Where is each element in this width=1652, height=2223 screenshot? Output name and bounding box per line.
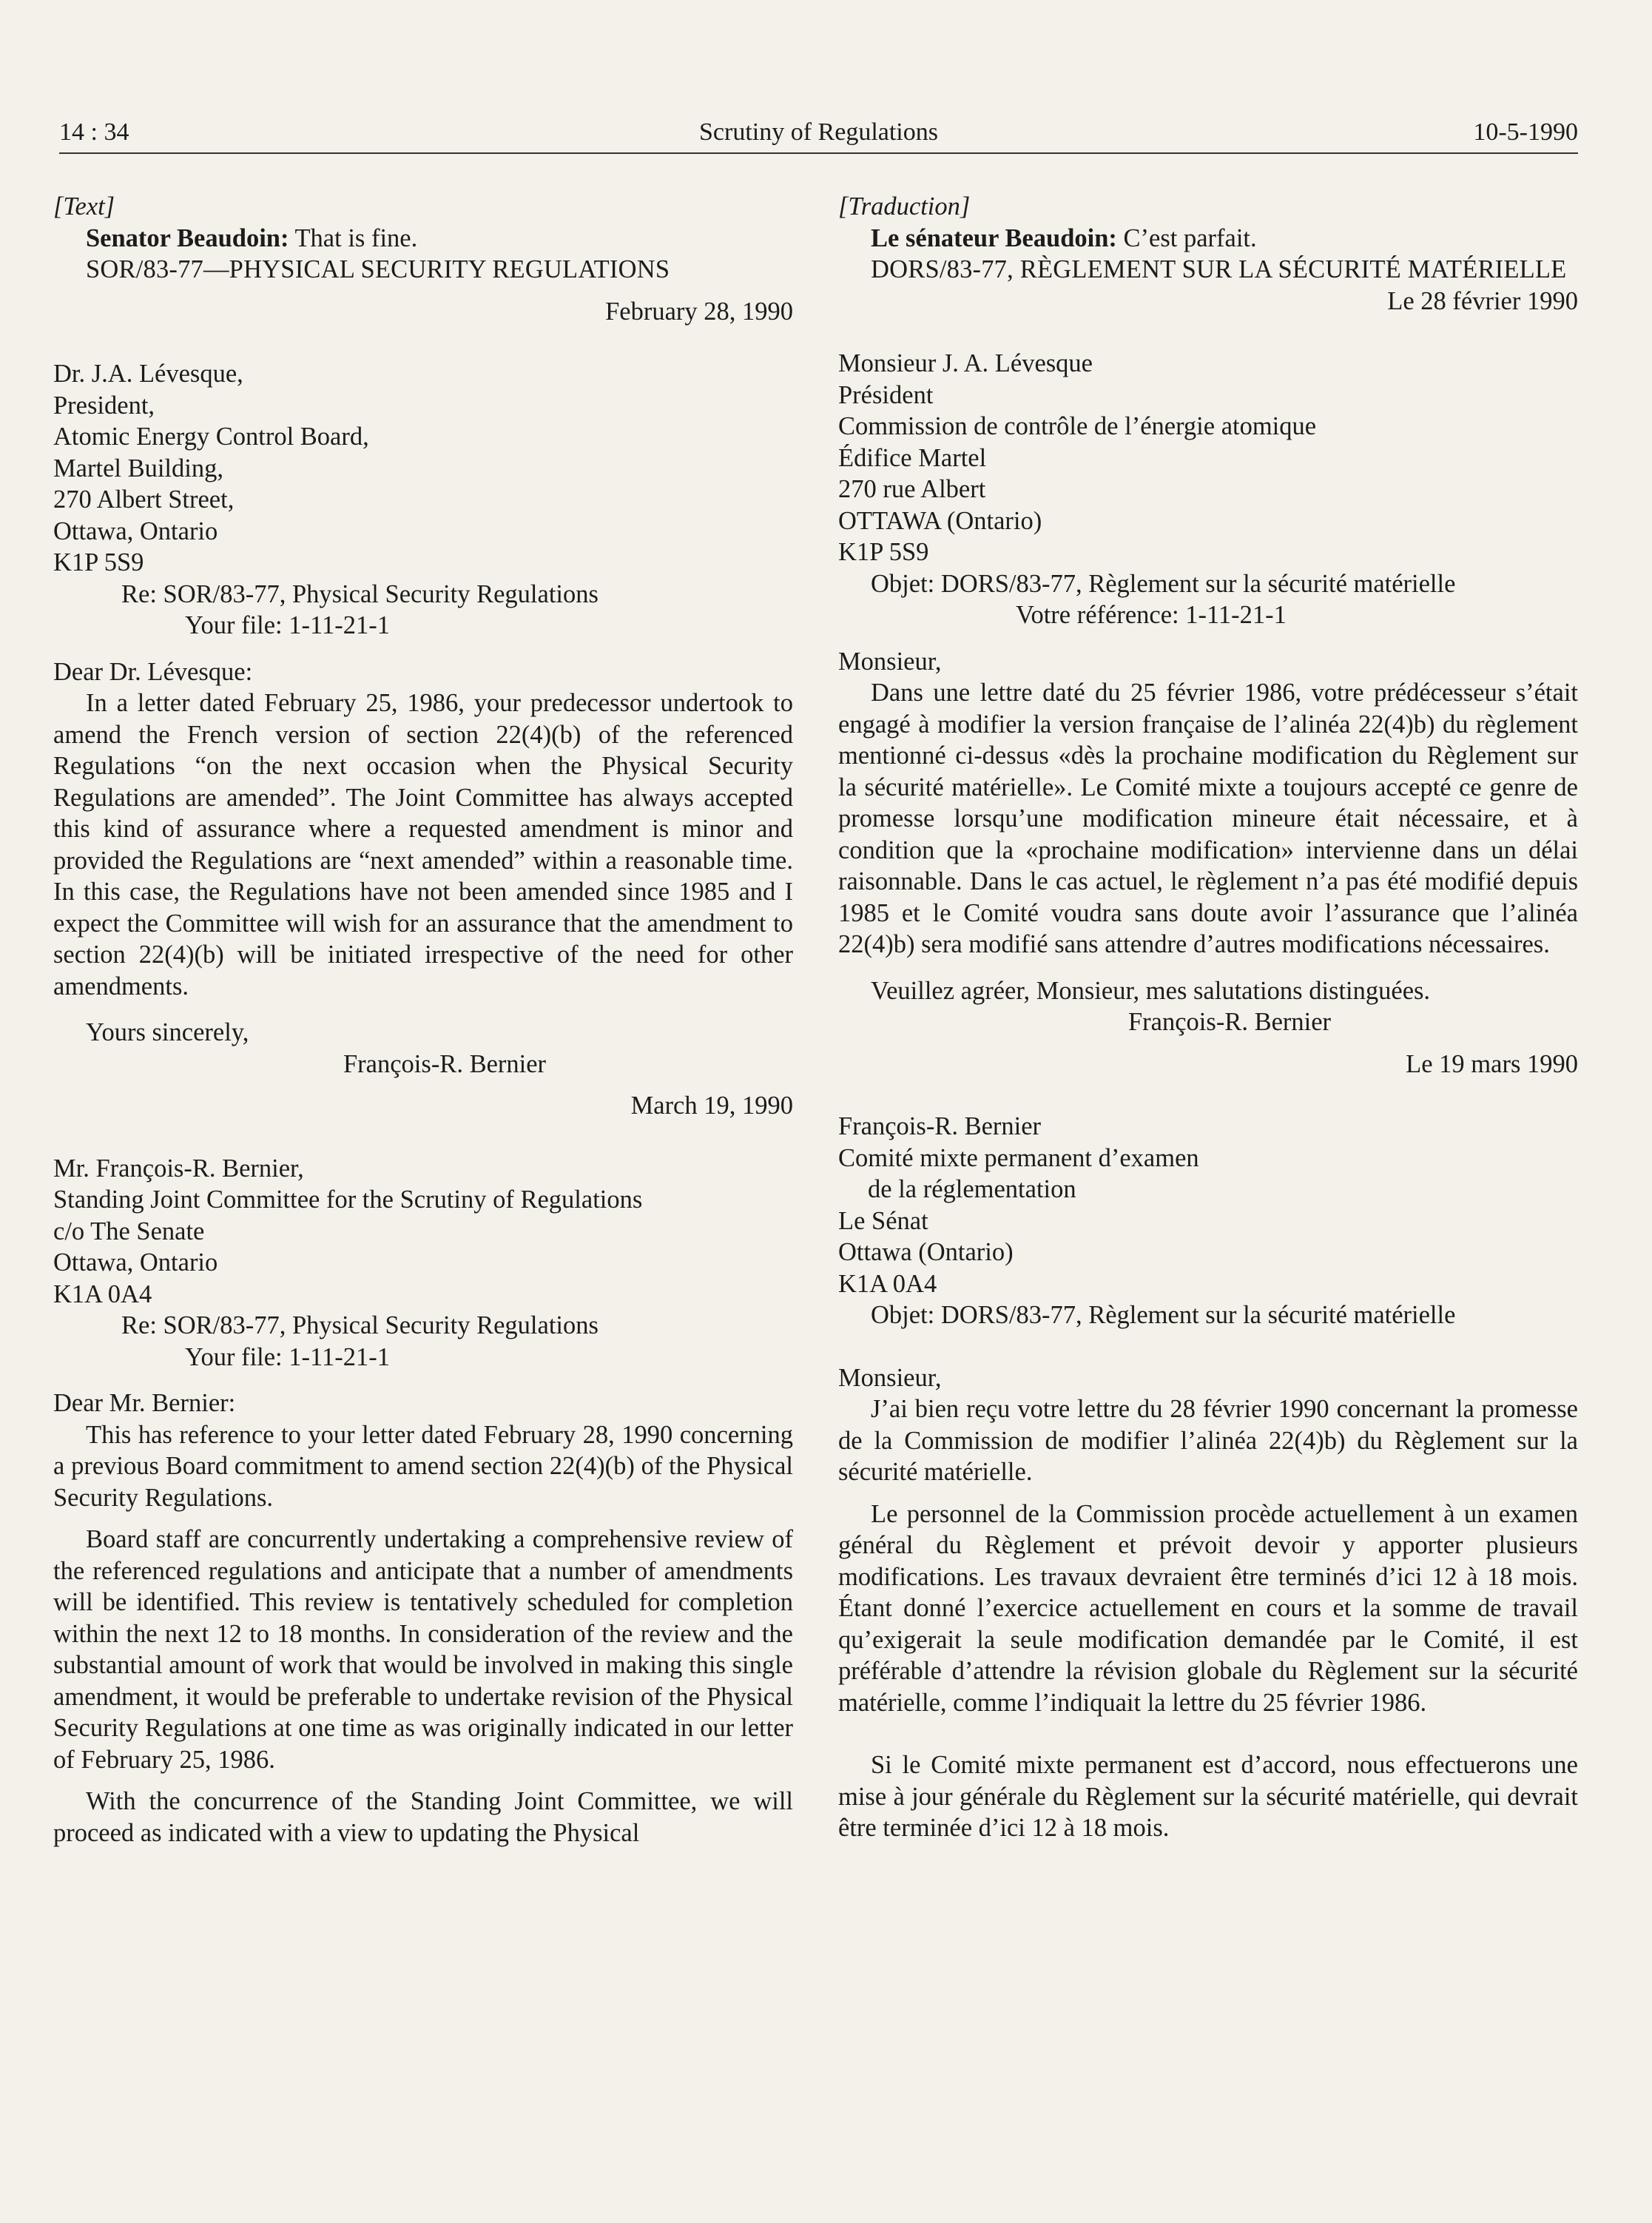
letter1-signature: François-R. Bernier	[1128, 1008, 1332, 1036]
letter2-body: J’ai bien reçu votre lettre du 28 février 1990 concernant la promesse de la Commission de modifier l’alinéa 22(4)b) du Règlement sur la sécurité matérielle.	[838, 1395, 1578, 1486]
speaker-line: That is fine.	[294, 223, 418, 252]
letter2-address-line: c/o The Senate	[53, 1217, 205, 1245]
letter1-address-line: Dr. J.A. Lévesque,	[53, 360, 243, 388]
letter1-body: Dans une lettre daté du 25 février 1986, votre prédécesseur s’était engagé à modifier la version française de l’alinéa 22(4)b) du règlement mentionné ci-dessus «dès la prochaine modification du Règlement sur la sécurité matérielle». Le Comité mixte a toujours accepté ce genre de promesse lorsqu’une modification mineure était nécessaire, et à condition que la «prochaine modification» intervienne dans un délai raisonnable. Dans le cas actuel, le règlement n’a pas été modifié depuis 1985 et le Comité voudra sans doute avoir l’assurance que l’alinéa 22(4)b) sera modifié sans attendre d’autres modifications nécessaires.	[838, 679, 1578, 958]
letter2-address-line: Standing Joint Committee for the Scrutiny of Regulations	[53, 1186, 643, 1214]
letter1-address-line: 270 Albert Street,	[53, 485, 235, 514]
letter2-subject: Objet: DORS/83-77, Règlement sur la sécurité matérielle	[871, 1301, 1456, 1329]
letter1-address-line: OTTAWA (Ontario)	[838, 506, 1042, 535]
page-number: 14 : 34	[59, 118, 129, 146]
letter2-date: March 19, 1990	[630, 1092, 793, 1120]
letter1-subject: Objet: DORS/83-77, Règlement sur la sécurité matérielle	[871, 569, 1456, 598]
letter1-address-line: Martel Building,	[53, 454, 223, 482]
letter1-address-line: Commission de contrôle de l’énergie atomique	[838, 412, 1317, 440]
speaker-line: C’est parfait.	[1123, 223, 1257, 252]
speaker-name: Le sénateur Beaudoin:	[871, 223, 1117, 252]
section-heading: SOR/83-77—PHYSICAL SECURITY REGULATIONS	[86, 255, 670, 283]
translation-tag: [Traduction]	[838, 192, 971, 221]
letter1-address-line: Atomic Energy Control Board,	[53, 423, 369, 451]
letter1-file-ref: Votre référence: 1-11-21-1	[1016, 601, 1287, 629]
letter1-date: Le 28 février 1990	[1387, 286, 1578, 315]
letter1-file-ref: Your file: 1-11-21-1	[185, 611, 390, 639]
issue-date: 10-5-1990	[1473, 118, 1578, 146]
speaker-name: Senator Beaudoin:	[86, 223, 289, 252]
running-title: Scrutiny of Regulations	[699, 118, 938, 146]
page-header	[59, 118, 1578, 154]
letter2-salutation: Monsieur,	[838, 1363, 942, 1392]
letter2-salutation: Dear Mr. Bernier:	[53, 1389, 236, 1417]
letter2-address-line: Ottawa, Ontario	[53, 1248, 218, 1277]
speaker-remark	[838, 223, 1578, 255]
letter1-body: In a letter dated February 25, 1986, your predecessor undertook to amend the French version of section 22(4)(b) of the referenced Regulations “on the next occasion when the Physical Security Regulations are amended”. The Joint Committee has always accepted this kind of assurance where a requested amendment is minor and provided the Regulations are “next amended” within a reasonable time. In this case, the Regulations have not been amended since 1985 and I expect the Committee will wish for an assurance that the amendment to section 22(4)(b) will be initiated irrespective of the need for other amendments.	[53, 689, 793, 1000]
letter2-address-line: de la réglementation	[868, 1175, 1076, 1203]
letter2-body: Si le Comité mixte permanent est d’accord, nous effectuerons une mise à jour générale du Règlement sur la sécurité matérielle, qui devrait être terminée d’ici 12 à 18 mois.	[838, 1751, 1578, 1842]
letter2-address-line: Mr. François-R. Bernier,	[53, 1154, 304, 1183]
letter1-signature: François-R. Bernier	[343, 1049, 547, 1078]
letter1-address-line: Ottawa, Ontario	[53, 517, 218, 545]
letter1-address-line: K1P 5S9	[838, 538, 929, 566]
letter2-address-line: K1A 0A4	[53, 1279, 152, 1308]
letter2-body: Board staff are concurrently undertaking a comprehensive review of the referenced regulations and anticipate that a number of amendments will be identified. This review is tentatively scheduled for completion within the next 12 to 18 months. In consideration of the review and the substantial amount of work that would be involved in making this single amendment, it would be preferable to undertake revision of the Physical Security Regulations at one time as was originally indicated in our letter of February 25, 1986.	[53, 1525, 793, 1774]
letter1-address-line: President,	[53, 391, 155, 420]
letter1-date: February 28, 1990	[605, 297, 793, 326]
letter2-address-line: François-R. Bernier	[838, 1112, 1042, 1140]
letter2-address-line: Le Sénat	[838, 1206, 928, 1235]
letter1-address-line: Édifice Martel	[838, 443, 987, 472]
letter2-body: Le personnel de la Commission procède actuellement à un examen général du Règlement et prévoit devoir y apporter plusieurs modifications. Les travaux devraient être terminés d’ici 12 à 18 mois. Étant donné l’exercice actuellement en cours et la somme de travail qu’exigerait la seule modification demandée par le Comité, il est préférable d’attendre la révision globale du Règlement sur la sécurité matérielle, comme l’indiquait la lettre du 25 février 1986.	[838, 1499, 1578, 1717]
letter2-date: Le 19 mars 1990	[1406, 1049, 1578, 1078]
letter1-address-line: 270 rue Albert	[838, 475, 986, 503]
letter2-address-line: K1A 0A4	[838, 1269, 937, 1298]
letter2-body: This has reference to your letter dated February 28, 1990 concerning a previous Board commitment to amend section 22(4)(b) of the Physical Security Regulations.	[53, 1420, 793, 1512]
letter1-address-line: K1P 5S9	[53, 548, 144, 576]
letter1-closing: Veuillez agréer, Monsieur, mes salutations distinguées.	[871, 976, 1431, 1005]
letter1-closing: Yours sincerely,	[86, 1018, 249, 1046]
header-rule	[59, 152, 1578, 154]
text-tag: [Text]	[53, 192, 115, 221]
speaker-remark	[53, 223, 793, 255]
letter1-address-line: Président	[838, 380, 934, 409]
letter2-address-line: Comité mixte permanent d’examen	[838, 1143, 1199, 1172]
letter2-body: With the concurrence of the Standing Joint Committee, we will proceed as indicated with a view to updating the Physical	[53, 1787, 793, 1847]
letter1-salutation: Monsieur,	[838, 647, 942, 676]
letter2-address-line: Ottawa (Ontario)	[838, 1238, 1014, 1266]
section-heading: DORS/83-77, RÈGLEMENT SUR LA SÉCURITÉ MATÉRIELLE	[871, 255, 1567, 283]
letter1-address-line: Monsieur J. A. Lévesque	[838, 349, 1093, 377]
french-column	[838, 191, 1578, 1844]
letter2-file-ref: Your file: 1-11-21-1	[185, 1342, 390, 1371]
letter2-subject: Re: SOR/83-77, Physical Security Regulations	[121, 1311, 599, 1339]
letter1-salutation: Dear Dr. Lévesque:	[53, 657, 253, 686]
letter1-subject: Re: SOR/83-77, Physical Security Regulations	[121, 579, 599, 608]
english-column	[53, 191, 793, 1849]
